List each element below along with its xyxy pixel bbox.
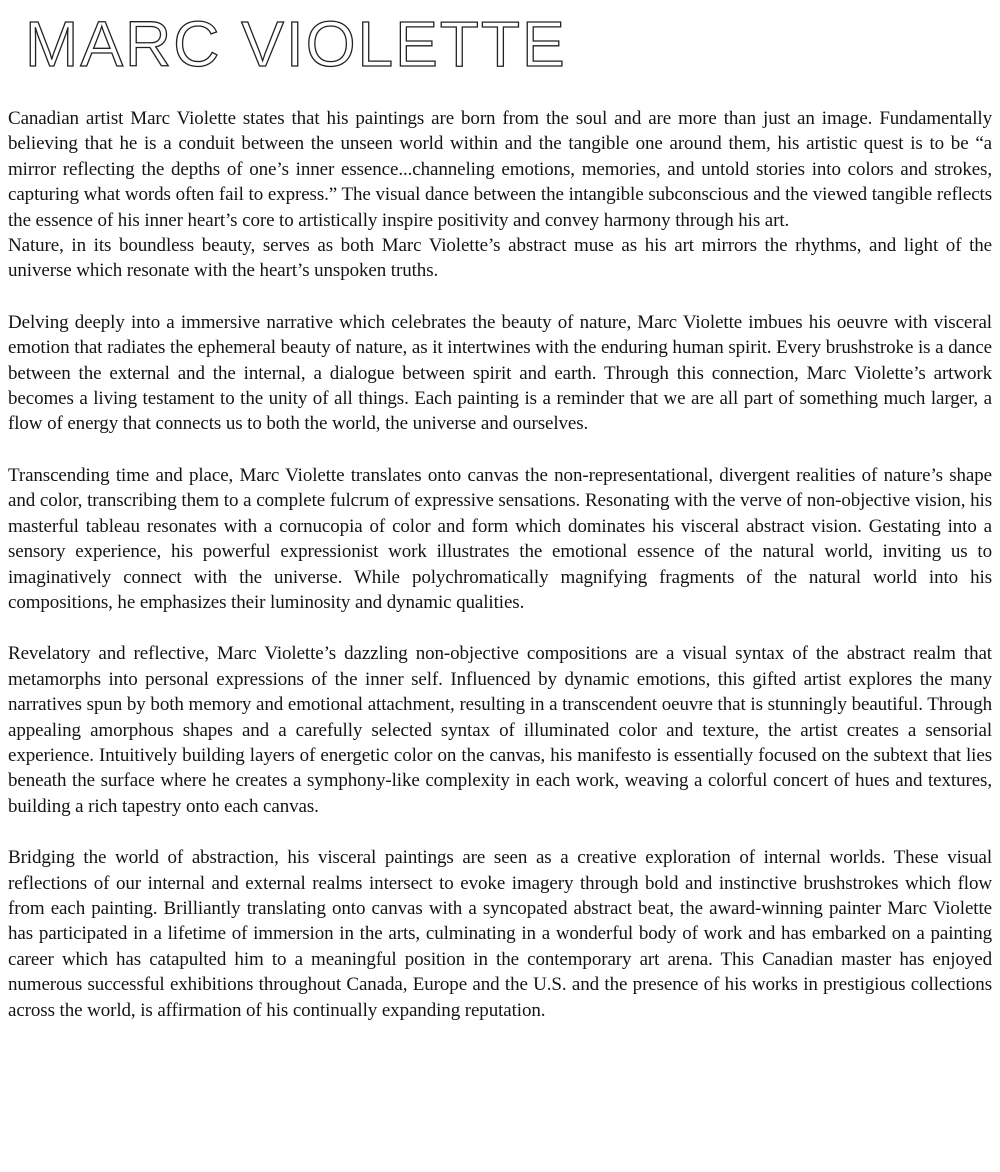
page-title: MARC VIOLETTE: [25, 8, 567, 80]
bio-paragraph-5: Revelatory and reflective, Marc Violette’s dazzling non-objective compositions are a visual syntax of the abstract realm that metamorphs into personal expressions of the inner self. Influenced by dynamic emotions, this gifted artist explores the many narratives spun by both memory and emotional attachment, resulting in a transcendent oeuvre that is stunningly beautiful. Through appealing amorphous shapes and a carefully selected syntax of illuminated color and texture, the artist creates a sensorial experience. Intuitively building layers of energetic color on the canvas, his manifesto is essentially focused on the subtext that lies beneath the surface where he creates a symphony-like complexity in each work, weaving a colorful concert of hues and textures, building a rich tapestry onto each canvas.: [8, 643, 992, 817]
bio-paragraph-1: Canadian artist Marc Violette states that his paintings are born from the soul and are more than just an image. Fundamentally believing that he is a conduit between the unseen world within and the tangible one around them, his artistic quest is to be “a mirror reflecting the depths of one’s inner essence...channeling emotions, memories, and untold stories into colors and strokes, capturing what words often fail to express.” The visual dance between the intangible subconscious and the viewed tangible reflects the essence of his inner heart’s core to artistically inspire positivity and convey harmony through his art.: [8, 108, 992, 231]
bio-paragraph-6: Bridging the world of abstraction, his visceral paintings are seen as a creative exploration of internal worlds. These visual reflections of our internal and external realms intersect to evoke imagery through bold and instinctive brushstrokes which flow from each painting. Brilliantly translating onto canvas with a syncopated abstract beat, the award-winning painter Marc Violette has participated in a lifetime of immersion in the arts, culminating in a wonderful body of work and has embarked on a painting career which has catapulted him to a meaningful position in the contemporary art arena. This Canadian master has enjoyed numerous successful exhibitions throughout Canada, Europe and the U.S. and the presence of his works in prestigious collections across the world, is affirmation of his continually expanding reputation.: [8, 847, 992, 1021]
artist-bio-text: [8, 106, 992, 1023]
bio-paragraph-3: Delving deeply into a immersive narrative which celebrates the beauty of nature, Marc Violette imbues his oeuvre with visceral emotion that radiates the ephemeral beauty of nature, as it intertwines with the enduring human spirit. Every brushstroke is a dance between the external and the internal, a dialogue between spirit and earth. Through this connection, Marc Violette’s artwork becomes a living testament to the unity of all things. Each painting is a reminder that we are all part of something much larger, a flow of energy that connects us to both the world, the universe and ourselves.: [8, 311, 992, 435]
bio-paragraph-4: Transcending time and place, Marc Violette translates onto canvas the non-representational, divergent realities of nature’s shape and color, transcribing them to a complete fulcrum of expressive sensations. Resonating with the verve of non-objective vision, his masterful tableau resonates with a cornucopia of color and form which dominates his visceral abstract vision. Gestating into a sensory experience, his powerful expressionist work illustrates the emotional essence of the natural world, inviting us to imaginatively connect with the universe. While polychromatically magnifying fragments of the natural world into his compositions, he emphasizes their luminosity and dynamic qualities.: [8, 464, 992, 613]
bio-paragraph-2: Nature, in its boundless beauty, serves as both Marc Violette’s abstract muse as his art mirrors the rhythms, and light of the universe which resonate with the heart’s unspoken truths.: [8, 235, 992, 282]
